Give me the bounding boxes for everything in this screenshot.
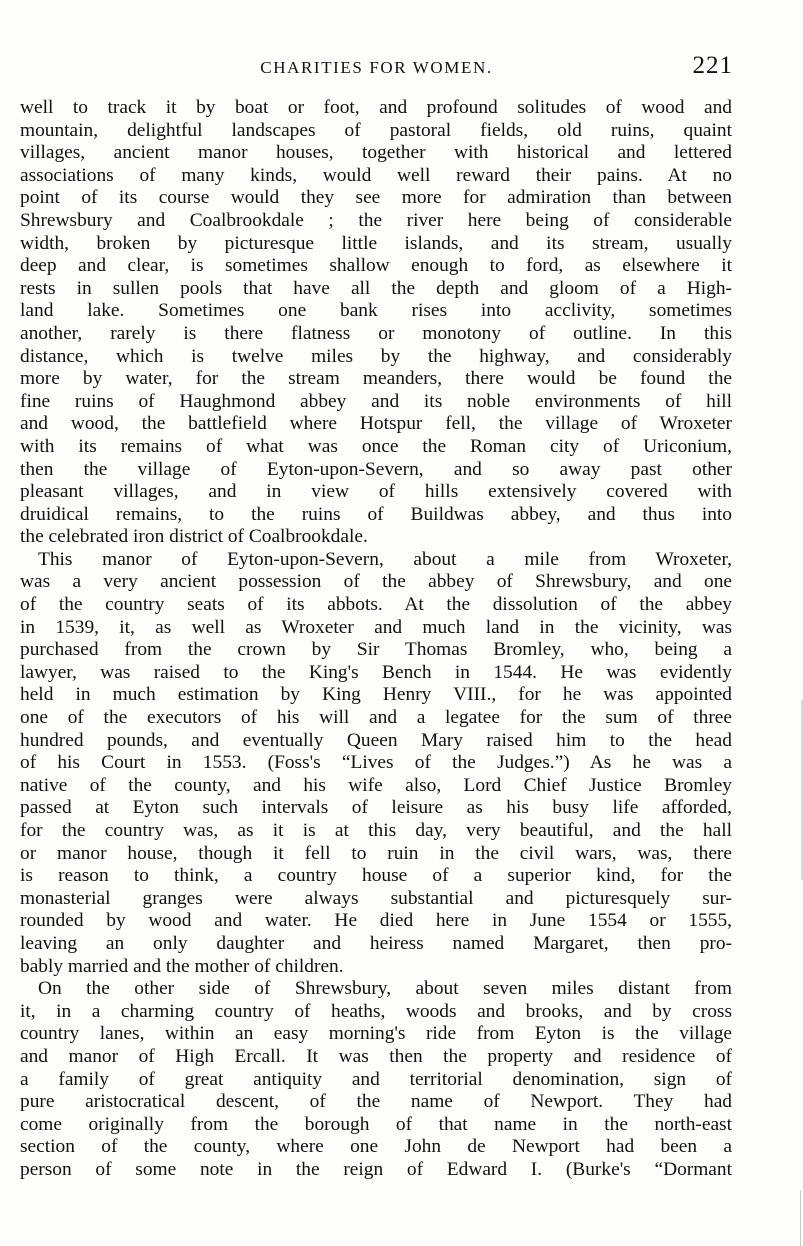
text-line: of his Court in 1553. (Foss's “Lives of the Judges.”) As he was a [20, 752, 732, 774]
text-line: width, broken by picturesque little islands, and its stream, usually [20, 232, 732, 254]
text-line: held in much estimation by King Henry VIII., for he was appointed [20, 684, 732, 706]
text-line: villages, ancient manor houses, together with historical and lettered [20, 142, 732, 164]
text-line: purchased from the crown by Sir Thomas Bromley, who, being a [20, 639, 732, 661]
text-line: section of the county, where one John de Newport had been a [20, 1136, 732, 1158]
text-line: pure aristocratical descent, of the name of Newport. They had [20, 1091, 732, 1113]
text-line: land lake. Sometimes one bank rises into acclivity, sometimes [20, 300, 732, 322]
page-number: 221 [692, 52, 733, 79]
text-line: in 1539, it, as well as Wroxeter and much land in the vicinity, was [20, 616, 732, 638]
text-line: fine ruins of Haughmond abbey and its noble environments of hill [20, 390, 732, 412]
text-line: deep and clear, is sometimes shallow enough to ford, as elsewhere it [20, 255, 732, 277]
text-line: or manor house, though it fell to ruin in the civil wars, was, there [20, 842, 732, 864]
text-line: was a very ancient possession of the abbey of Shrewsbury, and one [20, 571, 732, 593]
text-line: On the other side of Shrewsbury, about seven miles distant from [38, 978, 732, 1000]
page-edge-shadow-lower [800, 1190, 801, 1246]
text-line: it, in a charming country of heaths, woods and brooks, and by cross [20, 1000, 732, 1022]
text-line: associations of many kinds, would well reward their pains. At no [20, 164, 732, 186]
text-line: with its remains of what was once the Roman city of Uriconium, [20, 435, 732, 457]
text-line: This manor of Eyton-upon-Severn, about a mile from Wroxeter, [38, 548, 732, 570]
text-line: then the village of Eyton-upon-Severn, and so away past other [20, 458, 732, 480]
text-line: the celebrated iron district of Coalbrookdale. [20, 526, 368, 548]
text-line: hundred pounds, and eventually Queen Mary raised him to the head [20, 729, 732, 751]
running-head: CHARITIES FOR WOMEN. [260, 58, 493, 77]
text-line: point of its course would they see more for admiration than between [20, 187, 732, 209]
text-line: lawyer, was raised to the King's Bench in 1544. He was evidently [20, 661, 732, 683]
paragraph [20, 978, 732, 1181]
text-line: well to track it by boat or foot, and profound solitudes of wood and [20, 97, 732, 118]
text-line: pleasant villages, and in view of hills extensively covered with [20, 481, 732, 503]
text-line: leaving an only daughter and heiress named Margaret, then pro- [20, 932, 732, 954]
text-line: for the country was, as it is at this day, very beautiful, and the hall [20, 820, 732, 841]
text-line: Shrewsbury and Coalbrookdale ; the river here being of considerable [20, 209, 732, 231]
text-line: monasterial granges were always substantial and picturesquely sur- [20, 887, 732, 909]
text-line: one of the executors of his will and a legatee for the sum of three [20, 707, 732, 729]
body-text [20, 97, 732, 1182]
text-line: native of the county, and his wife also, Lord Chief Justice Bromley [20, 774, 732, 796]
paragraph [20, 549, 732, 978]
text-line: mountain, delightful landscapes of pastoral fields, old ruins, quaint [20, 119, 732, 141]
text-line: rounded by wood and water. He died here in June 1554 or 1555, [20, 910, 732, 932]
text-line: more by water, for the stream meanders, there would be found the [20, 368, 732, 390]
text-line: and manor of High Ercall. It was then the property and residence of [20, 1045, 732, 1067]
text-line: rests in sullen pools that have all the depth and gloom of a High- [20, 277, 732, 299]
text-line: another, rarely is there flatness or monotony of outline. In this [20, 322, 732, 344]
text-line: is reason to think, a country house of a superior kind, for the [20, 865, 732, 887]
text-line: bably married and the mother of children. [20, 955, 344, 977]
text-line: distance, which is twelve miles by the highway, and considerably [20, 345, 732, 367]
text-line: country lanes, within an easy morning's ride from Eyton is the village [20, 1023, 732, 1045]
text-line: and wood, the battlefield where Hotspur fell, the village of Wroxeter [20, 413, 732, 435]
paragraph [20, 97, 732, 549]
page-header [20, 52, 733, 86]
text-line: druidical remains, to the ruins of Buildwas abbey, and thus into [20, 503, 732, 525]
text-line: a family of great antiquity and territorial denomination, sign of [20, 1068, 732, 1090]
text-line: passed at Eyton such intervals of leisure as his busy life afforded, [20, 797, 732, 819]
text-line: come originally from the borough of that name in the north-east [20, 1113, 732, 1135]
text-line: of the country seats of its abbots. At the dissolution of the abbey [20, 594, 732, 616]
text-line: person of some note in the reign of Edward I. (Burke's “Dormant [20, 1158, 732, 1180]
